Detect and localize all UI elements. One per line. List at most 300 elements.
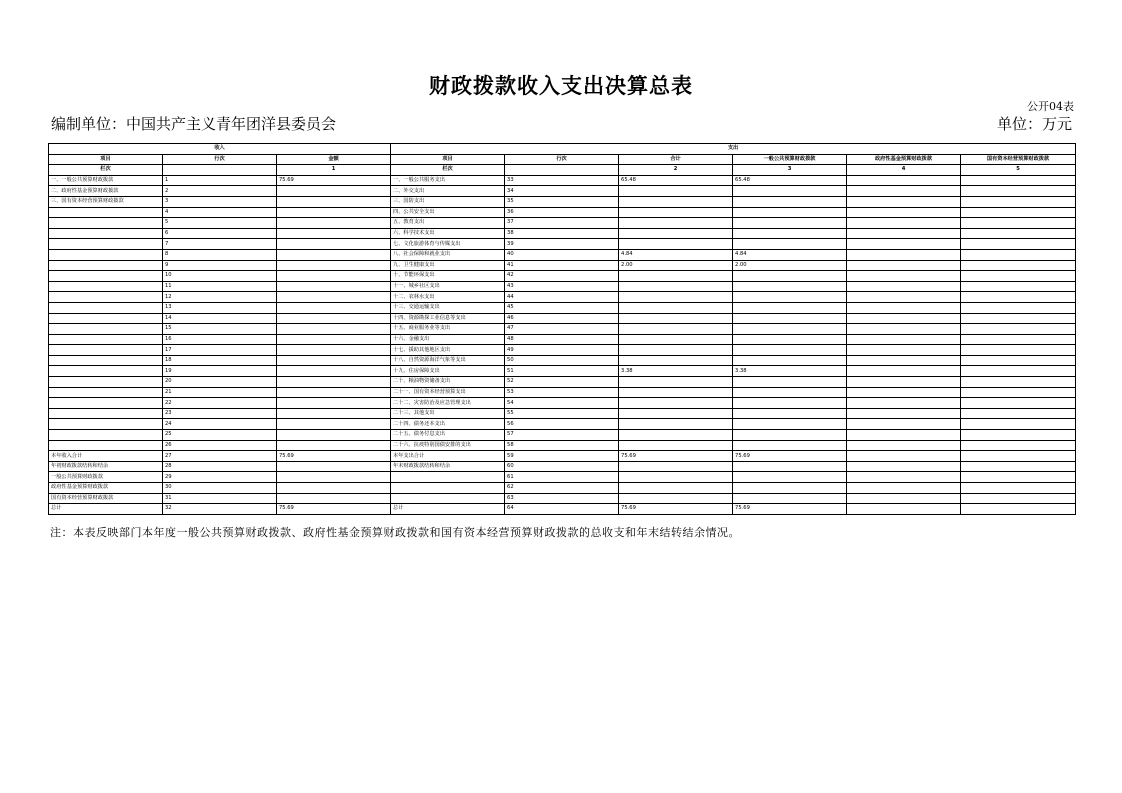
cell-general-amount: 65.48 [733, 175, 847, 186]
cell-expense-line: 51 [505, 366, 619, 377]
header-expense-item: 项目 [391, 154, 505, 165]
header-fund: 政府性基金预算财政拨款 [847, 154, 961, 165]
cell-expense-line: 43 [505, 281, 619, 292]
table-row [49, 218, 1076, 229]
cell-expense-item: 六、科学技术支出 [391, 228, 505, 239]
cell-general-amount: 3.38 [733, 366, 847, 377]
cell-expense-item: 七、文化旅游体育与传媒支出 [391, 239, 505, 250]
table-row [49, 355, 1076, 366]
cell-general-amount [733, 461, 847, 472]
cell-expense-line: 40 [505, 249, 619, 260]
cell-total-amount [619, 228, 733, 239]
cell-general-amount [733, 430, 847, 441]
cell-income-item [49, 249, 163, 260]
cell-fund-amount [847, 419, 961, 430]
cell-fund-amount [847, 430, 961, 441]
cell-income-amount [277, 355, 391, 366]
cell-state-amount [961, 271, 1076, 282]
cell-general-amount [733, 472, 847, 483]
cell-total-amount [619, 324, 733, 335]
cell-expense-item: 十七、援助其他地区支出 [391, 345, 505, 356]
cell-expense-line: 60 [505, 461, 619, 472]
cell-expense-item: 二十一、国有资本经营预算支出 [391, 387, 505, 398]
table-row [49, 292, 1076, 303]
cell-expense-line: 64 [505, 504, 619, 515]
cell-general-amount [733, 324, 847, 335]
cell-total-amount [619, 281, 733, 292]
cell-total-amount: 2.00 [619, 260, 733, 271]
table-row [49, 440, 1076, 451]
cell-expense-line: 41 [505, 260, 619, 271]
cell-expense-item [391, 483, 505, 494]
cell-state-amount [961, 440, 1076, 451]
cell-general-amount [733, 196, 847, 207]
cell-expense-line: 49 [505, 345, 619, 356]
cell-general-amount [733, 207, 847, 218]
cell-general-amount [733, 281, 847, 292]
cell-income-item [49, 334, 163, 345]
cell-state-amount [961, 313, 1076, 324]
cell-total-amount [619, 408, 733, 419]
cell-state-amount [961, 355, 1076, 366]
cell-general-amount [733, 186, 847, 197]
cell-expense-line: 52 [505, 377, 619, 388]
cell-general-amount: 75.69 [733, 451, 847, 462]
cell-total-amount [619, 387, 733, 398]
cell-income-item [49, 419, 163, 430]
cell-income-line: 26 [163, 440, 277, 451]
cell-fund-amount [847, 377, 961, 388]
cell-income-item [49, 408, 163, 419]
header-income-amount: 金额 [277, 154, 391, 165]
table-row [49, 430, 1076, 441]
cell-total-amount [619, 355, 733, 366]
cell-income-line: 17 [163, 345, 277, 356]
table-row [49, 504, 1076, 515]
cell-state-amount [961, 377, 1076, 388]
table-row [49, 313, 1076, 324]
cell-total-amount [619, 461, 733, 472]
table-row [49, 196, 1076, 207]
cell-income-line: 28 [163, 461, 277, 472]
table-row [49, 493, 1076, 504]
cell-income-item [49, 260, 163, 271]
cell-state-amount [961, 366, 1076, 377]
cell-state-amount [961, 451, 1076, 462]
cell-general-amount: 75.69 [733, 504, 847, 515]
cell-income-line: 3 [163, 196, 277, 207]
cell-income-item: 一、一般公共预算财政拨款 [49, 175, 163, 186]
cell-general-amount [733, 218, 847, 229]
cell-income-line: 20 [163, 377, 277, 388]
cell-expense-item: 二十四、债务还本支出 [391, 419, 505, 430]
cell-income-line: 14 [163, 313, 277, 324]
cell-total-amount [619, 377, 733, 388]
table-row [49, 324, 1076, 335]
cell-fund-amount [847, 472, 961, 483]
cell-income-amount: 75.69 [277, 451, 391, 462]
cell-state-amount [961, 493, 1076, 504]
cell-income-amount [277, 186, 391, 197]
cell-state-amount [961, 419, 1076, 430]
cell-total-amount [619, 196, 733, 207]
cell-income-line: 8 [163, 249, 277, 260]
cell-state-amount [961, 218, 1076, 229]
cell-total-amount: 3.38 [619, 366, 733, 377]
cell-total-amount [619, 292, 733, 303]
cell-total-amount [619, 440, 733, 451]
cell-income-item [49, 366, 163, 377]
cell-total-amount [619, 218, 733, 229]
cell-general-amount [733, 271, 847, 282]
cell-income-item: 总计 [49, 504, 163, 515]
cell-fund-amount [847, 493, 961, 504]
table-row [49, 186, 1076, 197]
org-label: 编制单位：中国共产主义青年团洋县委员会 [51, 115, 337, 133]
header-row-2 [49, 154, 1076, 165]
cell-state-amount [961, 186, 1076, 197]
cell-fund-amount [847, 260, 961, 271]
cell-expense-line: 38 [505, 228, 619, 239]
cell-income-line: 7 [163, 239, 277, 250]
cell-expense-item: 二十二、灾害防治及应急管理支出 [391, 398, 505, 409]
cell-expense-line: 58 [505, 440, 619, 451]
cell-income-item [49, 440, 163, 451]
cell-income-line: 21 [163, 387, 277, 398]
cell-expense-line: 46 [505, 313, 619, 324]
table-row [49, 175, 1076, 186]
cell-income-amount [277, 196, 391, 207]
cell-fund-amount [847, 207, 961, 218]
cell-income-line: 23 [163, 408, 277, 419]
cell-income-amount: 75.69 [277, 504, 391, 515]
header-col-4: 4 [847, 165, 961, 176]
cell-income-amount [277, 239, 391, 250]
cell-fund-amount [847, 451, 961, 462]
cell-fund-amount [847, 218, 961, 229]
cell-expense-line: 56 [505, 419, 619, 430]
cell-expense-line: 61 [505, 472, 619, 483]
cell-expense-line: 53 [505, 387, 619, 398]
cell-income-amount [277, 218, 391, 229]
cell-general-amount [733, 419, 847, 430]
cell-income-item [49, 324, 163, 335]
cell-fund-amount [847, 239, 961, 250]
cell-income-amount [277, 398, 391, 409]
cell-fund-amount [847, 281, 961, 292]
header-income-item: 项目 [49, 154, 163, 165]
cell-fund-amount [847, 196, 961, 207]
cell-total-amount [619, 483, 733, 494]
table-row [49, 239, 1076, 250]
cell-state-amount [961, 228, 1076, 239]
cell-expense-line: 34 [505, 186, 619, 197]
cell-income-amount [277, 419, 391, 430]
cell-general-amount [733, 493, 847, 504]
cell-state-amount [961, 260, 1076, 271]
cell-income-line: 5 [163, 218, 277, 229]
header-col-1: 1 [277, 165, 391, 176]
cell-income-line: 11 [163, 281, 277, 292]
cell-income-line: 25 [163, 430, 277, 441]
cell-fund-amount [847, 483, 961, 494]
cell-income-item [49, 313, 163, 324]
cell-income-amount [277, 440, 391, 451]
cell-income-item [49, 377, 163, 388]
cell-fund-amount [847, 345, 961, 356]
cell-state-amount [961, 430, 1076, 441]
cell-income-item: 二、政府性基金预算财政拨款 [49, 186, 163, 197]
table-row [49, 334, 1076, 345]
cell-fund-amount [847, 313, 961, 324]
cell-state-amount [961, 504, 1076, 515]
cell-income-amount [277, 483, 391, 494]
cell-general-amount [733, 239, 847, 250]
cell-fund-amount [847, 355, 961, 366]
cell-expense-item: 四、公共安全支出 [391, 207, 505, 218]
cell-state-amount [961, 239, 1076, 250]
table-row [49, 408, 1076, 419]
cell-general-amount [733, 313, 847, 324]
cell-income-amount [277, 430, 391, 441]
header-income-colno-blank [163, 165, 277, 176]
header-total: 合计 [619, 154, 733, 165]
cell-income-item [49, 430, 163, 441]
cell-expense-item: 年末财政拨款结转和结余 [391, 461, 505, 472]
table-row [49, 366, 1076, 377]
cell-total-amount: 75.69 [619, 451, 733, 462]
table-row [49, 228, 1076, 239]
cell-expense-item [391, 493, 505, 504]
cell-expense-item: 十四、资源勘探工业信息等支出 [391, 313, 505, 324]
cell-total-amount: 65.48 [619, 175, 733, 186]
cell-fund-amount [847, 292, 961, 303]
cell-general-amount [733, 228, 847, 239]
cell-expense-item: 十八、自然资源海洋气象等支出 [391, 355, 505, 366]
report-title: 财政拨款收入支出决算总表 [429, 73, 693, 98]
table-row [49, 302, 1076, 313]
cell-state-amount [961, 324, 1076, 335]
cell-income-amount [277, 493, 391, 504]
cell-fund-amount [847, 334, 961, 345]
cell-expense-line: 63 [505, 493, 619, 504]
table-row [49, 451, 1076, 462]
cell-expense-item: 十一、城乡社区支出 [391, 281, 505, 292]
cell-income-line: 27 [163, 451, 277, 462]
table-row [49, 377, 1076, 388]
cell-income-line: 10 [163, 271, 277, 282]
cell-income-amount [277, 408, 391, 419]
table-row [49, 249, 1076, 260]
header-general: 一般公共预算财政拨款 [733, 154, 847, 165]
cell-total-amount [619, 419, 733, 430]
budget-table [48, 143, 1076, 515]
cell-fund-amount [847, 228, 961, 239]
cell-general-amount [733, 345, 847, 356]
cell-fund-amount [847, 398, 961, 409]
table-row [49, 281, 1076, 292]
cell-expense-item: 五、教育支出 [391, 218, 505, 229]
cell-state-amount [961, 175, 1076, 186]
cell-income-amount: 75.69 [277, 175, 391, 186]
cell-income-line: 16 [163, 334, 277, 345]
cell-income-item [49, 271, 163, 282]
header-income-colno: 栏次 [49, 165, 163, 176]
cell-general-amount [733, 334, 847, 345]
cell-income-line: 24 [163, 419, 277, 430]
cell-general-amount [733, 398, 847, 409]
cell-state-amount [961, 196, 1076, 207]
table-row [49, 271, 1076, 282]
cell-income-amount [277, 271, 391, 282]
cell-fund-amount [847, 249, 961, 260]
cell-income-line: 22 [163, 398, 277, 409]
cell-income-amount [277, 345, 391, 356]
header-row-1 [49, 144, 1076, 155]
cell-income-amount [277, 334, 391, 345]
header-state: 国有资本经营预算财政拨款 [961, 154, 1076, 165]
cell-income-item [49, 387, 163, 398]
cell-expense-line: 35 [505, 196, 619, 207]
cell-fund-amount [847, 387, 961, 398]
cell-state-amount [961, 249, 1076, 260]
header-income: 收入 [49, 144, 391, 155]
cell-fund-amount [847, 504, 961, 515]
cell-expense-line: 48 [505, 334, 619, 345]
table-row [49, 387, 1076, 398]
cell-fund-amount [847, 302, 961, 313]
cell-expense-line: 36 [505, 207, 619, 218]
cell-fund-amount [847, 408, 961, 419]
cell-total-amount [619, 239, 733, 250]
cell-income-line: 1 [163, 175, 277, 186]
cell-income-line: 18 [163, 355, 277, 366]
cell-income-amount [277, 472, 391, 483]
cell-expense-line: 42 [505, 271, 619, 282]
cell-income-amount [277, 324, 391, 335]
cell-expense-line: 62 [505, 483, 619, 494]
header-expense-colno: 栏次 [391, 165, 505, 176]
cell-fund-amount [847, 271, 961, 282]
cell-general-amount [733, 483, 847, 494]
cell-income-item: 政府性基金预算财政拨款 [49, 483, 163, 494]
cell-total-amount [619, 493, 733, 504]
cell-income-item [49, 228, 163, 239]
cell-expense-line: 37 [505, 218, 619, 229]
table-row [49, 483, 1076, 494]
cell-general-amount: 2.00 [733, 260, 847, 271]
cell-general-amount [733, 408, 847, 419]
cell-income-line: 4 [163, 207, 277, 218]
cell-state-amount [961, 472, 1076, 483]
cell-income-amount [277, 366, 391, 377]
cell-state-amount [961, 345, 1076, 356]
header-expense-colno-blank [505, 165, 619, 176]
cell-state-amount [961, 302, 1076, 313]
cell-general-amount [733, 292, 847, 303]
cell-income-amount [277, 461, 391, 472]
cell-general-amount [733, 387, 847, 398]
cell-expense-item: 十二、农林水支出 [391, 292, 505, 303]
table-row [49, 461, 1076, 472]
cell-income-amount [277, 377, 391, 388]
cell-income-line: 6 [163, 228, 277, 239]
cell-income-item [49, 398, 163, 409]
cell-state-amount [961, 461, 1076, 472]
cell-income-item [49, 207, 163, 218]
table-row [49, 472, 1076, 483]
cell-expense-line: 33 [505, 175, 619, 186]
cell-income-amount [277, 228, 391, 239]
cell-expense-line: 45 [505, 302, 619, 313]
cell-total-amount [619, 472, 733, 483]
cell-expense-line: 54 [505, 398, 619, 409]
cell-total-amount [619, 207, 733, 218]
cell-state-amount [961, 292, 1076, 303]
cell-expense-line: 50 [505, 355, 619, 366]
cell-income-amount [277, 292, 391, 303]
cell-income-amount [277, 313, 391, 324]
cell-expense-line: 55 [505, 408, 619, 419]
cell-expense-line: 44 [505, 292, 619, 303]
cell-total-amount [619, 271, 733, 282]
cell-expense-item: 二十三、其他支出 [391, 408, 505, 419]
cell-income-amount [277, 249, 391, 260]
cell-total-amount [619, 398, 733, 409]
cell-expense-item: 九、卫生健康支出 [391, 260, 505, 271]
cell-state-amount [961, 387, 1076, 398]
header-col-2: 2 [619, 165, 733, 176]
cell-expense-item: 十三、交通运输支出 [391, 302, 505, 313]
cell-income-line: 31 [163, 493, 277, 504]
header-col-5: 5 [961, 165, 1076, 176]
cell-fund-amount [847, 461, 961, 472]
cell-expense-item: 二、外交支出 [391, 186, 505, 197]
cell-income-item: 三、国有资本经营预算财政拨款 [49, 196, 163, 207]
cell-state-amount [961, 207, 1076, 218]
table-row [49, 345, 1076, 356]
cell-income-item [49, 355, 163, 366]
cell-fund-amount [847, 324, 961, 335]
header-row-3 [49, 165, 1076, 176]
cell-total-amount [619, 334, 733, 345]
cell-total-amount [619, 345, 733, 356]
cell-income-item: 本年收入合计 [49, 451, 163, 462]
table-row [49, 260, 1076, 271]
cell-total-amount: 4.84 [619, 249, 733, 260]
cell-expense-item: 本年支出合计 [391, 451, 505, 462]
cell-general-amount [733, 355, 847, 366]
cell-total-amount: 75.69 [619, 504, 733, 515]
cell-expense-item: 三、国防支出 [391, 196, 505, 207]
cell-expense-line: 57 [505, 430, 619, 441]
cell-expense-item: 十五、商业服务业等支出 [391, 324, 505, 335]
cell-income-line: 29 [163, 472, 277, 483]
cell-fund-amount [847, 186, 961, 197]
table-code: 公开04表 [1027, 100, 1074, 113]
cell-income-amount [277, 207, 391, 218]
header-expense-line: 行次 [505, 154, 619, 165]
cell-expense-item: 总计 [391, 504, 505, 515]
header-income-line: 行次 [163, 154, 277, 165]
cell-fund-amount [847, 175, 961, 186]
cell-state-amount [961, 334, 1076, 345]
cell-income-item [49, 281, 163, 292]
cell-income-line: 15 [163, 324, 277, 335]
cell-income-item [49, 239, 163, 250]
cell-expense-item: 二十六、抗疫特别国债安排的支出 [391, 440, 505, 451]
cell-income-line: 9 [163, 260, 277, 271]
